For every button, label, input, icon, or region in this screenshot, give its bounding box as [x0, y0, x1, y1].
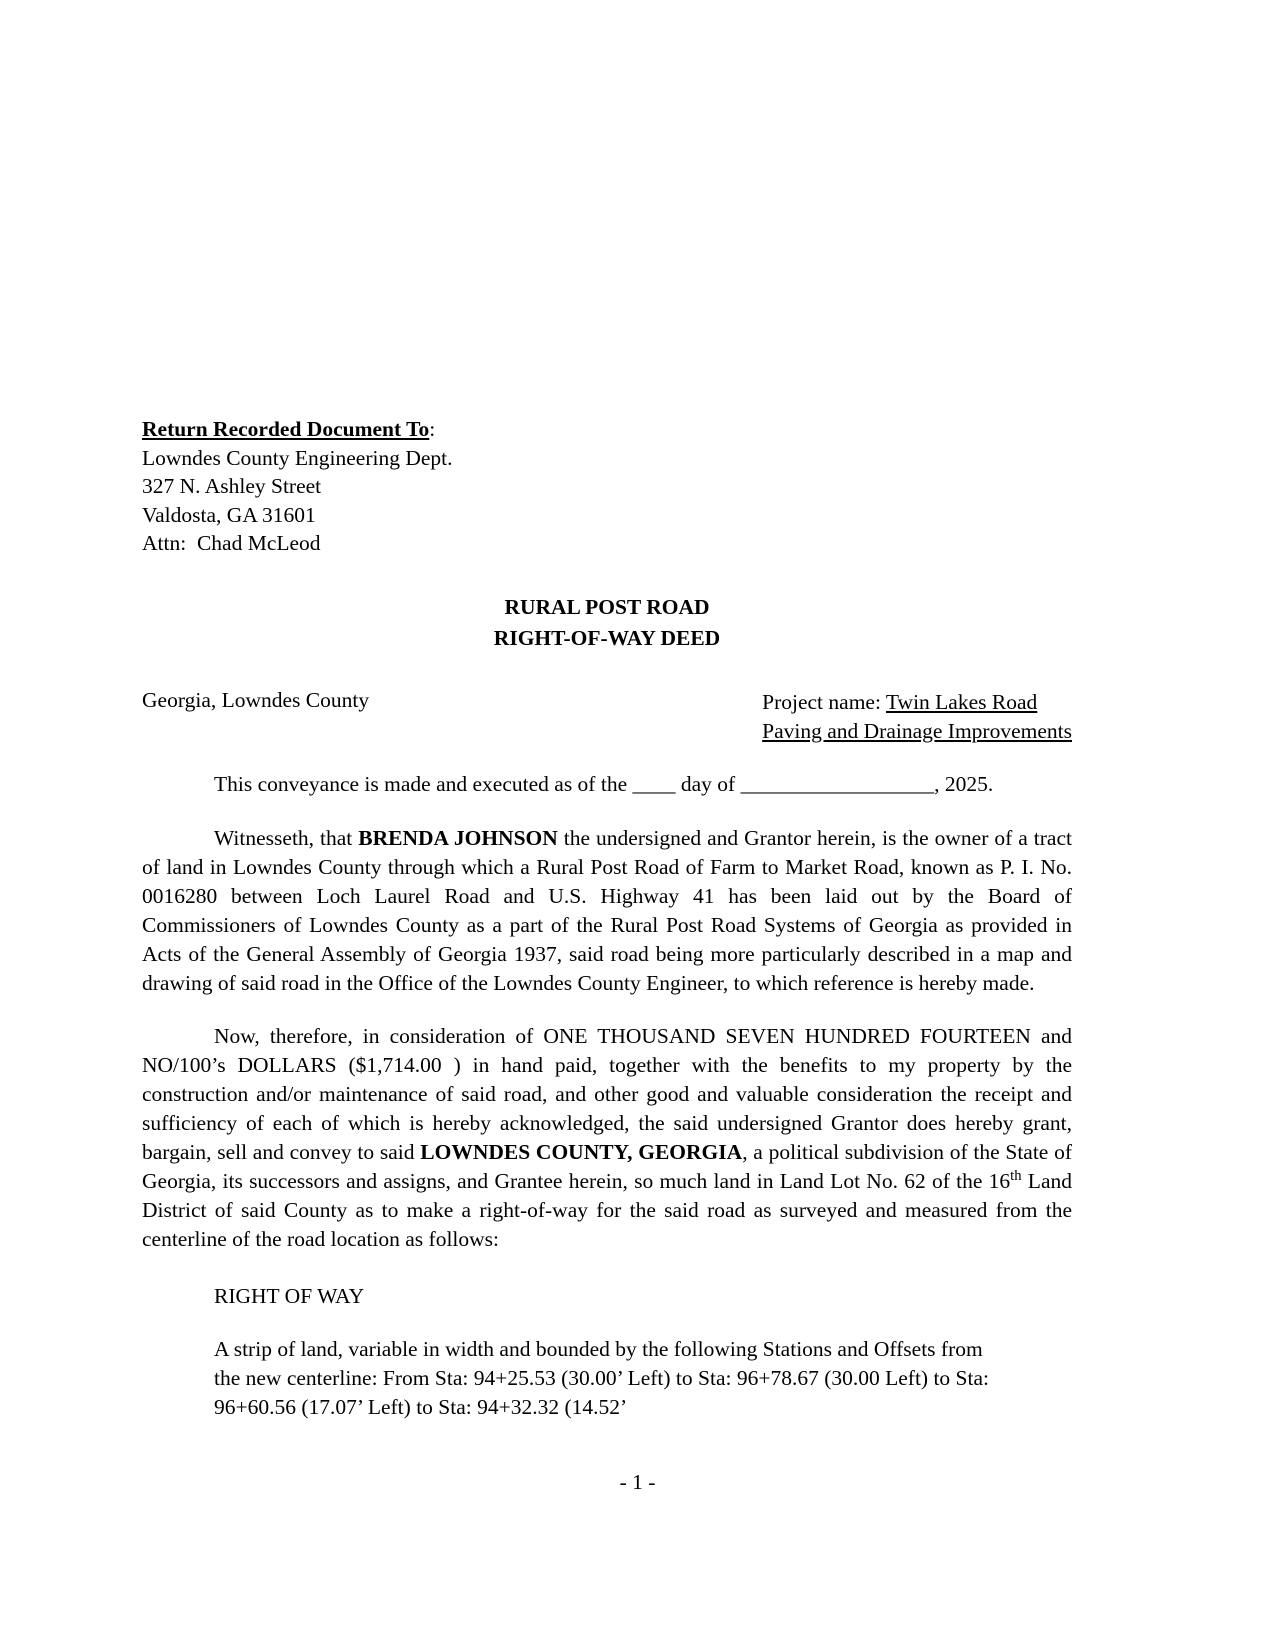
consideration-text-part-3: Land District of said County as to make a right-of-way for the said road as surveyed and measured from the centerline of the road location as follows: — [142, 1168, 1072, 1251]
land-district-ordinal: th — [1010, 1167, 1022, 1184]
witnesseth-lead: Witnesseth, that — [214, 825, 359, 850]
document-title — [142, 592, 1072, 654]
document-title-line-2: RIGHT-OF-WAY DEED — [493, 626, 721, 651]
return-recorded-heading — [142, 415, 1072, 444]
return-address-line-3: Valdosta, GA 31601 — [142, 502, 316, 527]
return-address-line-2: 327 N. Ashley Street — [142, 474, 322, 499]
conveyance-date-blank: __________________ — [740, 772, 935, 797]
consideration-paragraph — [142, 1022, 1072, 1253]
grantor-name: BRENDA JOHNSON — [358, 825, 558, 850]
conveyance-text-part-1: This conveyance is made and executed as of the ____ day of — [214, 772, 741, 797]
right-of-way-heading: RIGHT OF WAY — [214, 1283, 365, 1308]
project-name-block — [762, 688, 1072, 745]
conveyance-paragraph — [142, 770, 1072, 799]
witnesseth-body: the undersigned and Grantor herein, is the owner of a tract of land in Lowndes County through which a Rural Post Road of Farm to Market Road, known as P. I. No. 0016280 between Loch Laurel Road and U.S. Highway 41 has been laid out by the Board of Commissioners of Lowndes County as a part of the Rural Post Road Systems of Georgia as provided in Acts of the General Assembly of Georgia 1937, said road being more particularly described in a map and drawing of said road in the Office of the Lowndes County Engineer, to which reference is hereby made. — [142, 825, 1072, 995]
page-number: - 1 - — [619, 1470, 656, 1494]
project-name-value-line-2: Paving and Drainage Improvements — [762, 718, 1072, 743]
document-title-line-1: RURAL POST ROAD — [504, 594, 710, 619]
jurisdiction-label: Georgia, Lowndes County — [142, 688, 370, 713]
return-recorded-heading-text: Return Recorded Document To — [142, 417, 430, 441]
witnesseth-paragraph — [142, 824, 1072, 997]
project-name-label: Project name: — [762, 690, 886, 715]
consideration-text-part-2: , a political subdivision of the State of Georgia, its successors and assigns, and Grantee herein, so much land in Land Lot No. 62 of the 16 — [142, 1140, 1073, 1193]
right-of-way-description: A strip of land, variable in width and bounded by the following Stations and Offsets from the new centerline: From Sta: 94+25.53 (30.00’ Left) to Sta: 96+78.67 (30.00 Left) to Sta: 96+60.56 (17.07’ Left) to Sta: 94+32.32 (14.52’ — [214, 1336, 990, 1419]
document-meta-row — [142, 688, 1072, 745]
return-attention-line: Attn: Chad McLeod — [142, 531, 321, 556]
grantee-name: LOWNDES COUNTY, GEORGIA — [420, 1140, 743, 1165]
consideration-text-part-1: Now, therefore, in consideration of ONE THOUSAND SEVEN HUNDRED FOURTEEN and NO/100’s DOLLARS ($1,714.00 ) in hand paid, together with the benefits to my property by the construction and/or maintenance of said road, and other good and valuable consideration the receipt and sufficiency of each of which is hereby acknowledged, the said undersigned Grantor does hereby grant, bargain, sell and convey to said — [142, 1024, 1072, 1165]
return-address-line-1: Lowndes County Engineering Dept. — [142, 445, 453, 470]
conveyance-text-part-2: , 2025. — [934, 772, 994, 797]
return-recorded-block — [142, 415, 1072, 558]
return-recorded-heading-colon: : — [429, 417, 436, 441]
project-name-value-line-1: Twin Lakes Road — [885, 690, 1038, 715]
document-content — [142, 415, 1072, 1422]
